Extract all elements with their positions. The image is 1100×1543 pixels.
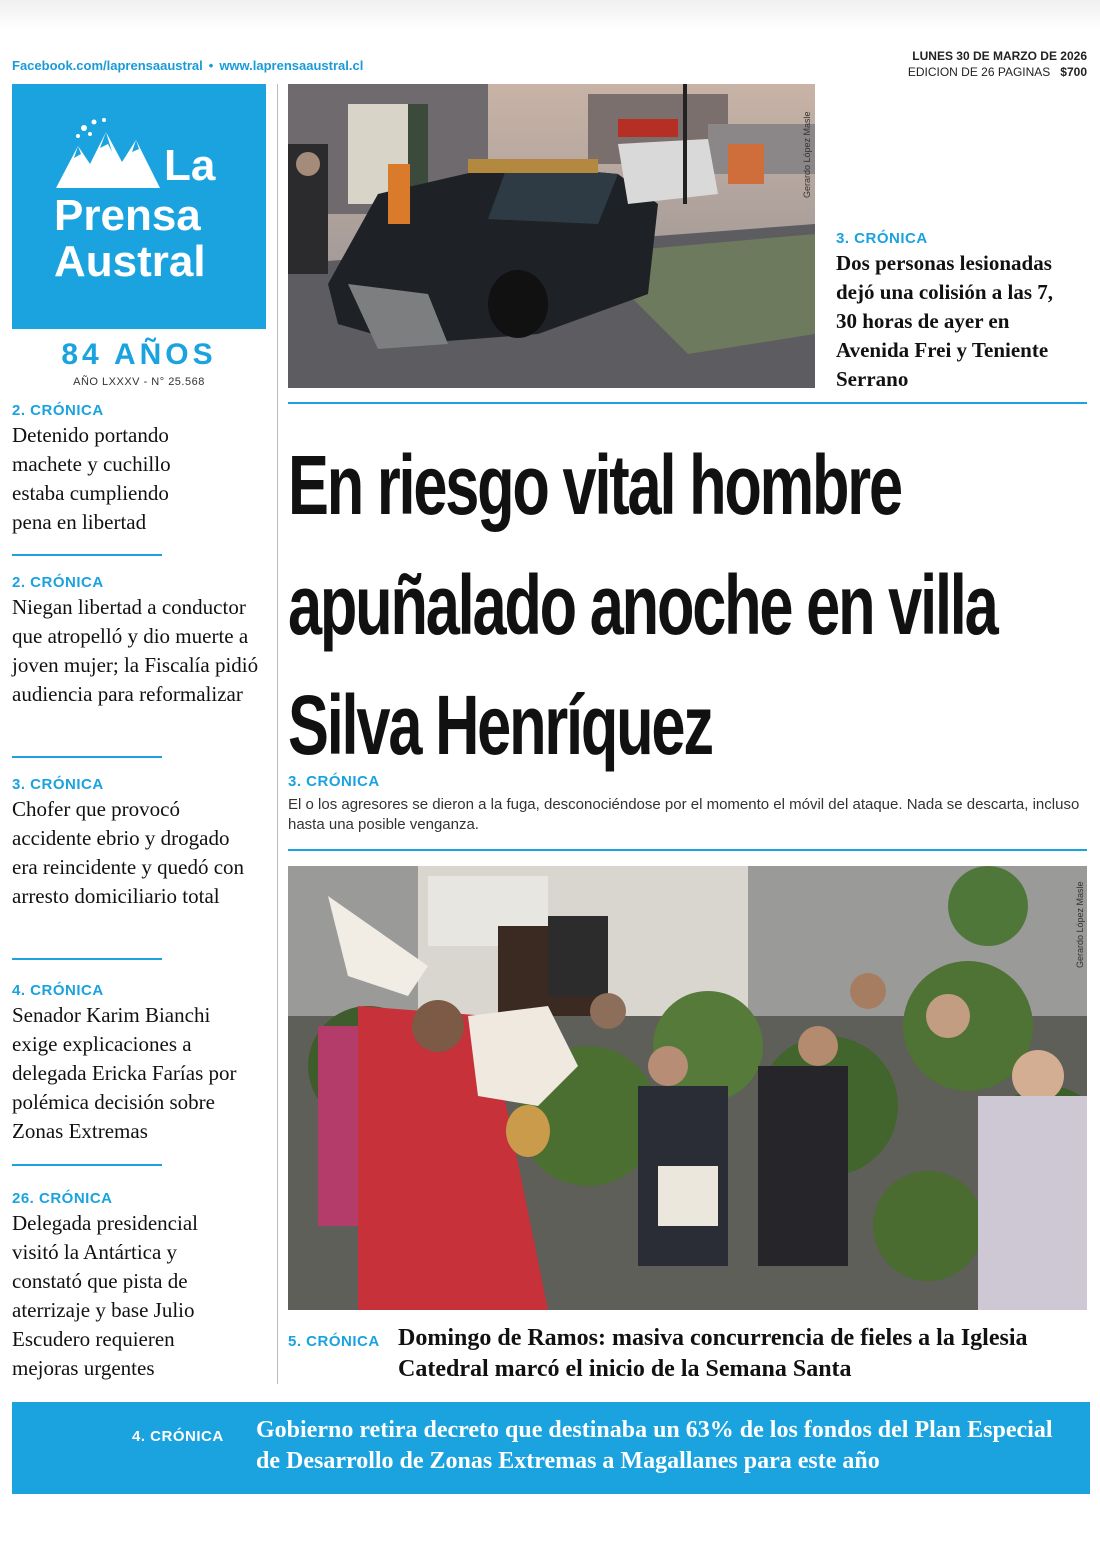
sidebar-story-text: Delegada presidencial visitó la Antártica y constató que pista de aterrizaje y base Julio Escudero requieren mejoras urgentes: [12, 1211, 198, 1380]
sidebar-story[interactable]: [12, 776, 266, 911]
section-label: 3. CRÓNICA: [288, 773, 380, 790]
sidebar-story[interactable]: [12, 1190, 266, 1383]
divider: [12, 756, 162, 758]
photo-credit: Gerardo López Masle: [802, 111, 812, 198]
bottom-banner[interactable]: [12, 1402, 1090, 1494]
column-rule: [277, 84, 278, 1384]
sidebar-story-text: Detenido portando machete y cuchillo estaba cumpliendo pena en libertad: [12, 423, 171, 534]
previous-page-bleed: [0, 0, 1100, 30]
logo-line-1: La: [164, 141, 216, 190]
issue-date: LUNES 30 DE MARZO DE 2026: [912, 49, 1087, 63]
sidebar-story[interactable]: [12, 982, 266, 1146]
logo-line-3: Austral: [54, 237, 206, 286]
photo-story-caption[interactable]: Domingo de Ramos: masiva concurrencia de fieles a la Iglesia Catedral marcó el inicio de la Semana Santa: [398, 1325, 1028, 1382]
volume-number: AÑO LXXXV - N° 25.568: [73, 376, 205, 388]
section-label: 2. CRÓNICA: [12, 402, 104, 419]
website-link[interactable]: www.laprensaaustral.cl: [219, 58, 364, 73]
section-label: 3. CRÓNICA: [12, 776, 104, 793]
section-label: 4. CRÓNICA: [132, 1428, 224, 1445]
palm-sunday-photo[interactable]: [288, 866, 1087, 1310]
logo-line-2: Prensa: [54, 191, 201, 240]
photo-credit: Gerardo López Masle: [1075, 881, 1085, 968]
section-label: 2. CRÓNICA: [12, 574, 104, 591]
main-headline[interactable]: En riesgo vital hombre apuñalado anoche en villa Silva Henríquez: [288, 438, 997, 772]
social-links: Facebook.com/laprensaaustral • www.laprensaaustral.cl: [12, 58, 364, 73]
sidebar-story-text: Niegan libertad a conductor que atropelló y dio muerte a joven mujer; la Fiscalía pidió audiencia para reformalizar: [12, 595, 259, 706]
main-story-lead: El o los agresores se dieron a la fuga, desconociéndose por el momento el móvil del ataque. Nada se descarta, incluso hasta una posible venganza.: [288, 796, 1080, 833]
car-collision-image: [288, 84, 815, 388]
divider: [12, 1164, 162, 1166]
section-label: 5. CRÓNICA: [288, 1333, 380, 1350]
section-label: 4. CRÓNICA: [12, 982, 104, 999]
dateline: [908, 48, 1087, 80]
banner-headline: Gobierno retira decreto que destinaba un 63% de los fondos del Plan Especial de Desarrollo de Zonas Extremas a Magallanes para este año: [256, 1417, 1053, 1474]
anniversary: 84 AÑOS: [61, 338, 217, 371]
sidebar-story-text: Chofer que provocó accidente ebrio y drogado era reincidente y quedó con arresto domiciliario total: [12, 797, 245, 908]
section-label: 26. CRÓNICA: [12, 1190, 113, 1207]
facebook-link[interactable]: Facebook.com/laprensaaustral: [12, 58, 203, 73]
crash-photo[interactable]: [288, 84, 815, 388]
price: $700: [1060, 65, 1087, 79]
top-story-text: Dos personas lesionadas dejó una colisión a las 7, 30 horas de ayer en Avenida Frei y Teniente Serrano: [836, 251, 1054, 391]
masthead-logo[interactable]: [12, 84, 266, 329]
bishop-blessing-crowd-image: [288, 866, 1087, 1310]
edition-pages: EDICION DE 26 PAGINAS: [907, 65, 1051, 79]
section-label: 3. CRÓNICA: [836, 230, 928, 247]
mountain-stars-icon: [56, 118, 166, 188]
divider: [288, 849, 1087, 851]
sidebar-story[interactable]: [12, 402, 266, 537]
divider: [12, 554, 162, 556]
top-story[interactable]: [836, 230, 1086, 394]
divider: [12, 958, 162, 960]
sidebar-story[interactable]: [12, 574, 266, 709]
divider: [288, 402, 1087, 404]
sidebar-story-text: Senador Karim Bianchi exige explicaciones a delegada Ericka Farías por polémica decisión sobre Zonas Extremas: [12, 1003, 237, 1143]
